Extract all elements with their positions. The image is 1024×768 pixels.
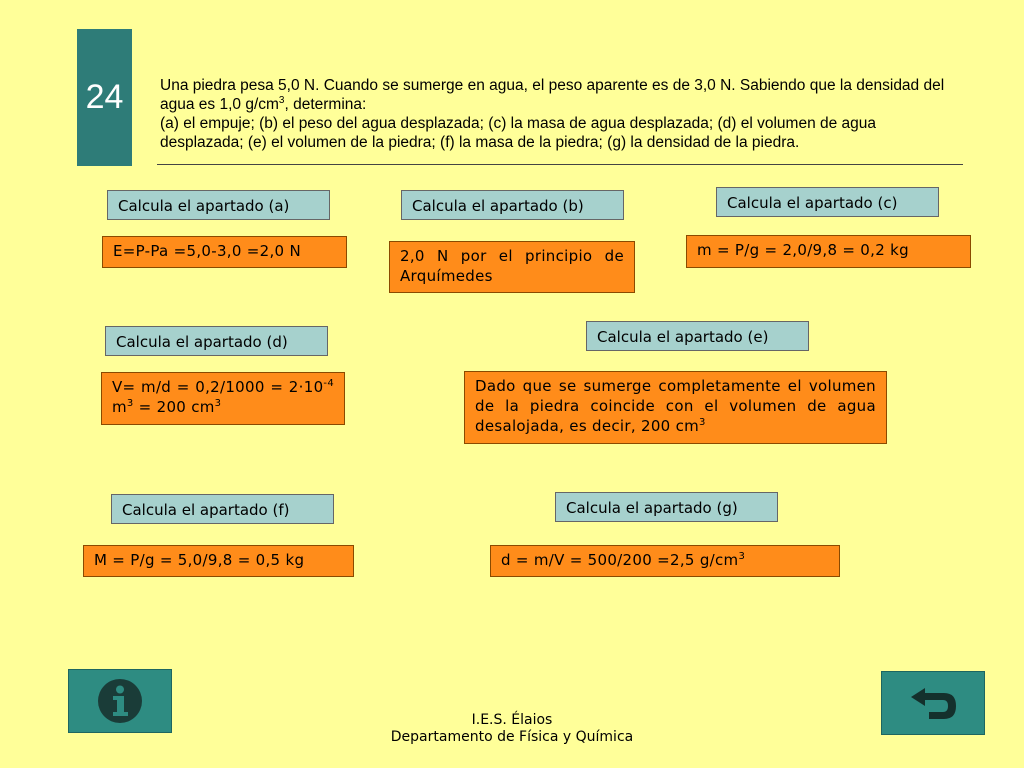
question-g-button[interactable]: Calcula el apartado (g) xyxy=(555,492,778,522)
question-e-button[interactable]: Calcula el apartado (e) xyxy=(586,321,809,351)
answer-e xyxy=(464,371,887,444)
statement-line2: (a) el empuje; (b) el peso del agua desplazada; (c) la masa de agua desplazada; (d) el volumen de agua desplazada; (e) el volumen de la piedra; (f) la masa de la piedra; (g) la densidad de la piedra. xyxy=(160,115,877,151)
divider xyxy=(157,164,963,165)
answer-d-exp: -4 xyxy=(323,378,334,389)
answer-g-text: d = m/V = 500/200 =2,5 g/cm xyxy=(501,551,739,569)
answer-d-unit: m xyxy=(112,398,127,416)
answer-b: 2,0 N por el principio de Arquímedes xyxy=(389,241,635,293)
answer-d-text: V= m/d = 0,2/1000 = 2·10 xyxy=(112,378,324,396)
answer-g-exp: 3 xyxy=(738,551,746,562)
question-c-button[interactable]: Calcula el apartado (c) xyxy=(716,187,939,217)
answer-d-result: = 200 cm xyxy=(133,398,215,416)
answer-d xyxy=(101,372,345,425)
question-b-button[interactable]: Calcula el apartado (b) xyxy=(401,190,624,220)
statement-line1: Una piedra pesa 5,0 N. Cuando se sumerge en agua, el peso aparente es de 3,0 N. Sabiendo que la densidad del agua es 1,0 g/cm xyxy=(160,77,945,113)
answer-g xyxy=(490,545,840,577)
problem-statement xyxy=(160,76,960,152)
footer-school: I.E.S. Élaios xyxy=(471,712,553,728)
answer-e-text: Dado que se sumerge completamente el volumen de la piedra coincide con el volumen de agua desalojada, es decir, 200 cm xyxy=(475,377,876,435)
answer-c: m = P/g = 2,0/9,8 = 0,2 kg xyxy=(686,235,971,268)
question-a-button[interactable]: Calcula el apartado (a) xyxy=(107,190,330,220)
footer xyxy=(0,712,1024,746)
answer-a: E=P-Pa =5,0-3,0 =2,0 N xyxy=(102,236,347,268)
question-d-button[interactable]: Calcula el apartado (d) xyxy=(105,326,328,356)
answer-d-unit-exp: 3 xyxy=(126,398,134,409)
statement-line1-end: , determina: xyxy=(284,96,367,113)
statement-sup: 3 xyxy=(278,94,285,106)
answer-d-result-exp: 3 xyxy=(214,398,222,409)
footer-department: Departamento de Física y Química xyxy=(390,729,634,745)
slide-number: 24 xyxy=(77,29,132,166)
question-f-button[interactable]: Calcula el apartado (f) xyxy=(111,494,334,524)
answer-e-exp: 3 xyxy=(699,417,706,428)
answer-f: M = P/g = 5,0/9,8 = 0,5 kg xyxy=(83,545,354,577)
